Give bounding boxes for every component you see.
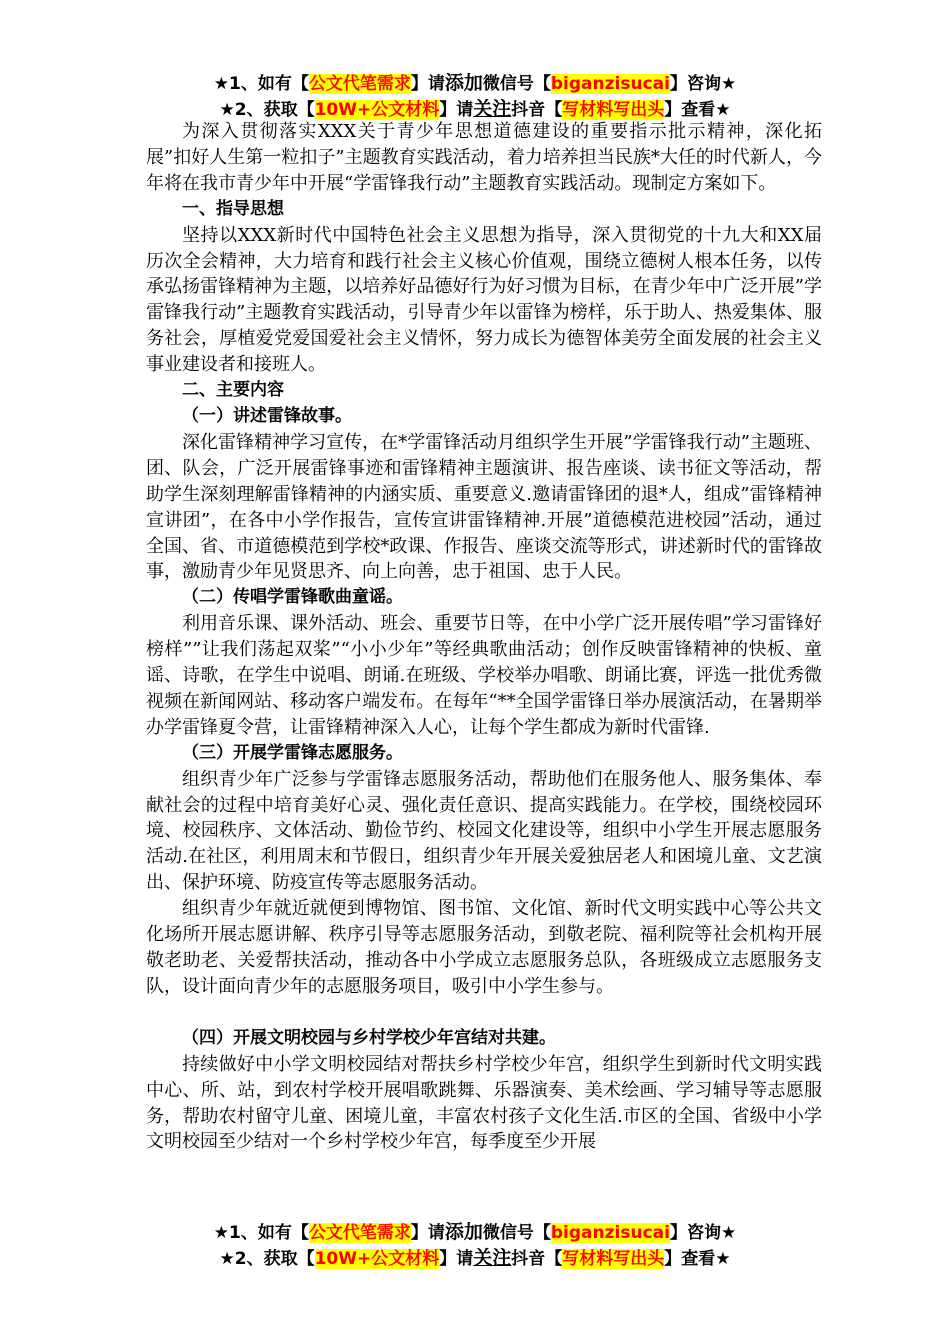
- banner-keyword: 关注: [473, 98, 512, 120]
- banner-highlight: 写材料写出头: [562, 100, 665, 120]
- banner-text: 】咨询★: [669, 1223, 737, 1243]
- promo-banner-bottom-line2: [0, 1245, 950, 1272]
- banner-highlight: 公文代笔需求: [308, 1223, 411, 1243]
- banner-text: 】咨询★: [669, 74, 737, 94]
- document-body: [146, 119, 822, 1155]
- subsection-heading-3: （三）开展学雷锋志愿服务。: [182, 742, 403, 763]
- subsection-heading-4: （四）开展文明校园与乡村学校少年宫结对共建。: [182, 1027, 556, 1048]
- banner-text: ★1、如有【: [213, 1223, 309, 1243]
- promo-banner-bottom-line1: [0, 1219, 950, 1246]
- banner-highlight: 写材料写出头: [562, 1249, 665, 1269]
- banner-text: 】请: [410, 74, 445, 94]
- subsection-paragraph-3a: 组织青少年广泛参与学雷锋志愿服务活动，帮助他们在服务他人、服务集体、奉献社会的过程中培育美好心灵、强化责任意识、提高实践能力。在学校，围绕校园环境、校园秩序、文体活动、勤俭节约、校园文化建设等，组织中小学生开展志愿服务活动.在社区，利用周末和节假日，组织青少年开展关爱独居老人和困境儿童、文艺演出、保护环境、防疫宣传等志愿服务活动。: [146, 768, 822, 894]
- subsection-heading-2: （二）传唱学雷锋歌曲童谣。: [182, 587, 403, 608]
- banner-keyword: 添加: [444, 1221, 483, 1243]
- section-heading-content: 二、主要内容: [182, 380, 284, 401]
- banner-text: 微信号【: [482, 74, 551, 94]
- banner-text: 抖音【: [511, 100, 563, 120]
- subsection-paragraph-1: 深化雷锋精神学习宣传，在*学雷锋活动月组织学生开展”学雷锋我行动”主题班、团、队会，广泛开展雷锋事迹和雷锋精神主题演讲、报告座谈、读书征文等活动，帮助学生深刻理解雷锋精神的内涵实质、重要意义.邀请雷锋团的退*人，组成”雷锋精神宣讲团”，在各中小学作报告，宣传宣讲雷锋精神.开展”道德模范进校园”活动，通过全国、省、市道德模范到学校*政课、作报告、座谈交流等形式，讲述新时代的雷锋故事，激励青少年见贤思齐、向上向善，忠于祖国、忠于人民。: [146, 431, 822, 583]
- banner-highlight: 10W+公文材料: [314, 1249, 440, 1269]
- subsection-paragraph-3b: 组织青少年就近就便到博物馆、图书馆、文化馆、新时代文明实践中心等公共文化场所开展志愿讲解、秩序引导等志愿服务活动，到敬老院、福利院等社会机构开展敬老助老、关爱帮扶活动，推动各中小学成立志愿服务总队，各班级成立志愿服务支队，设计面向青少年的志愿服务项目，吸引中小学生参与。: [146, 898, 822, 997]
- banner-text: 微信号【: [482, 1223, 551, 1243]
- banner-text: 】查看★: [664, 100, 731, 120]
- banner-highlight: 公文代笔需求: [308, 74, 411, 94]
- subsection-paragraph-4: 持续做好中小学文明校园结对帮扶乡村学校少年宫，组织学生到新时代文明实践中心、所、站，到农村学校开展唱歌跳舞、乐器演奏、美术绘画、学习辅导等志愿服务，帮助农村留守儿童、困境儿童，丰富农村孩子文化生活.市区的全国、省级中小学文明校园至少结对一个乡村学校少年宫，每季度至少开展: [146, 1053, 822, 1153]
- banner-text: ★2、获取【: [219, 100, 315, 120]
- banner-keyword: 添加: [444, 72, 483, 94]
- section-heading-guiding: 一、指导思想: [182, 198, 284, 219]
- subsection-heading-1: （一）讲述雷锋故事。: [182, 405, 352, 426]
- banner-highlight: 10W+公文材料: [314, 100, 440, 120]
- banner-text: 抖音【: [511, 1249, 563, 1269]
- banner-text: ★1、如有【: [213, 74, 309, 94]
- intro-paragraph: 为深入贯彻落实XXX关于青少年思想道德建设的重要指示批示精神，深化拓展”扣好人生第一粒扣子”主题教育实践活动，着力培养担当民族*大任的时代新人，今年将在我市青少年中开展“学雷锋我行动”主题教育实践活动。现制定方案如下。: [146, 121, 822, 194]
- banner-text: 】查看★: [664, 1249, 731, 1269]
- banner-highlight: biganzisucai: [550, 1223, 670, 1243]
- banner-keyword: 关注: [473, 1247, 512, 1269]
- banner-text: 】请: [410, 1223, 445, 1243]
- banner-text: 】请: [439, 100, 474, 120]
- subsection-paragraph-2: 利用音乐课、课外活动、班会、重要节日等，在中小学广泛开展传唱”学习雷锋好榜样””让我们荡起双桨”“小小少年”等经典歌曲活动；创作反映雷锋精神的快板、童谣、诗歌，在学生中说唱、朗诵.在班级、学校举办唱歌、朗诵比赛，评选一批优秀微视频在新闻网站、移动客户端发布。在每年“**全国学雷锋日举办展演活动，在暑期举办学雷锋夏令营，让雷锋精神深入人心，让每个学生都成为新时代雷锋.: [146, 613, 822, 738]
- banner-highlight: biganzisucai: [550, 74, 670, 94]
- banner-text: 】请: [439, 1249, 474, 1269]
- guiding-paragraph: 坚持以XXX新时代中国特色社会主义思想为指导，深入贯彻党的十九大和XX届历次全会精神，大力培育和践行社会主义核心价值观，围绕立德树人根本任务，以传承弘扬雷锋精神为主题，以培养好品德好行为好习惯为目标，在青少年中广泛开展”学雷锋我行动”主题教育实践活动，引导青少年以雷锋为榜样，乐于助人、热爱集体、服务社会，厚植爱党爱国爱社会主义情怀，努力成长为德智体美劳全面发展的社会主义事业建设者和接班人。: [146, 224, 822, 376]
- promo-banner-top-line1: [0, 70, 950, 97]
- banner-text: ★2、获取【: [219, 1249, 315, 1269]
